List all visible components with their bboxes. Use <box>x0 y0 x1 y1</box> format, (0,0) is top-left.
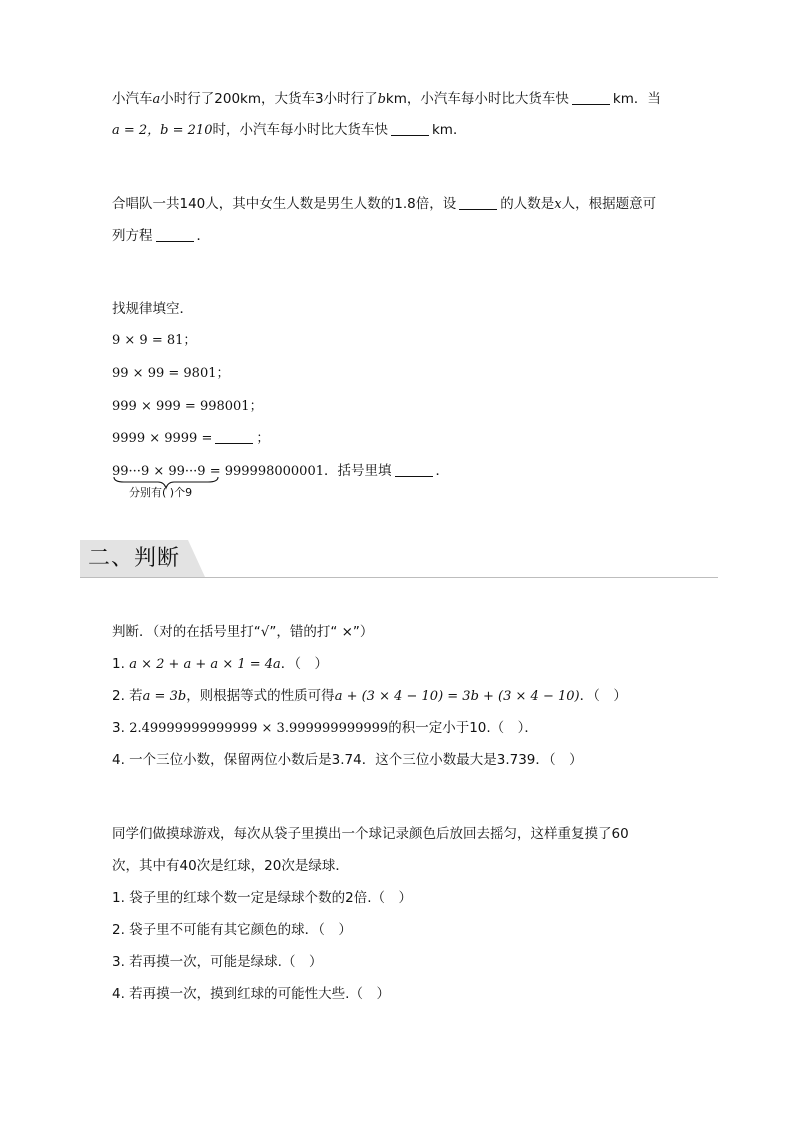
q3-row-text: 9 × 9 = 81； <box>112 333 197 348</box>
q1-text: km，小汽车每小时比大货车快 <box>385 91 569 107</box>
q4-item4 <box>112 750 583 770</box>
q3-row-math: 99···9 × 99···9 = 999998000001 <box>112 464 324 479</box>
item-number: 1. <box>112 656 125 672</box>
q1-text: km． <box>431 122 467 138</box>
answer-blank[interactable] <box>391 121 429 136</box>
q3-intro-text: 找规律填空． <box>112 301 193 317</box>
q5-item-text: 2. 袋子里不可能有其它颜色的球．（ ） <box>112 922 352 938</box>
q2-line2 <box>112 226 210 246</box>
q4-text: 的积一定小于10.（ ）． <box>388 720 538 736</box>
q2-text: ． <box>196 228 210 244</box>
section-title: 二、判断 <box>88 546 181 571</box>
q4-text: ，则根据等式的性质可得 <box>186 688 335 704</box>
q3-row2 <box>112 364 229 384</box>
q5-item2 <box>112 920 352 940</box>
answer-blank[interactable] <box>156 227 194 242</box>
q4-item3 <box>112 718 538 739</box>
q3-row4 <box>112 429 269 449</box>
q4-intro <box>112 622 373 642</box>
q5-item1 <box>112 888 412 908</box>
section-rule <box>80 577 718 578</box>
q5-item-text: 3. 若再摸一次，可能是绿球.（ ） <box>112 954 323 970</box>
q3-row-text: ； <box>256 431 270 446</box>
q3-row-text: 9999 × 9999 = <box>112 431 213 446</box>
answer-blank[interactable] <box>395 462 433 477</box>
q1-text: km．当 <box>612 91 661 107</box>
var-x: x <box>554 197 562 212</box>
q4-item2 <box>112 686 627 707</box>
q4-math: a = 3b <box>142 689 187 704</box>
q4-intro-text: 判断．（对的在括号里打“√”，错的打“ ×”） <box>112 624 374 640</box>
q5-item-text: 4. 若再摸一次，摸到红球的可能性大些.（ ） <box>112 986 390 1002</box>
q1-line1 <box>112 89 661 110</box>
q1-math: a = 2，b = 210 <box>112 123 213 138</box>
q4-math: a + (3 × 4 − 10) = 3b + (3 × 4 − 10) <box>334 689 580 704</box>
q5-item-text: 1. 袋子里的红球个数一定是绿球个数的2倍.（ ） <box>112 890 413 906</box>
q3-row1 <box>112 331 196 351</box>
q3-row-text: ． <box>435 463 449 479</box>
var-b: b <box>377 92 386 107</box>
section-header <box>80 540 718 578</box>
q1-text: 小时行了200km，大货车3小时行了 <box>160 91 378 107</box>
q4-text: ．（ ） <box>280 656 329 672</box>
q1-text: 小汽车 <box>112 91 153 107</box>
var-a: a <box>152 92 161 107</box>
brace-label: 分别有( )个9 <box>129 486 193 499</box>
q1-text: 时，小汽车每小时比大货车快 <box>212 122 388 138</box>
q5-line1 <box>112 824 629 844</box>
q2-text: 人，根据题意可 <box>561 196 657 212</box>
q3-intro <box>112 299 193 319</box>
q1-line2 <box>112 120 466 141</box>
q4-text: 2. 若 <box>112 688 143 704</box>
q2-text: 合唱队一共140人，其中女生人数是男生人数的1.8倍，设 <box>112 196 457 212</box>
q4-text: ．（ ） <box>579 688 627 704</box>
q5-text: 次，其中有40次是红球，20次是绿球． <box>112 858 349 874</box>
q5-item4 <box>112 984 390 1004</box>
item-number: 3. <box>112 720 125 736</box>
q3-row-text: 99 × 99 = 9801； <box>112 366 230 381</box>
q4-math: 2.49999999999999 × 3.999999999999 <box>129 721 389 736</box>
q3-row-text: 999 × 999 = 998001； <box>112 399 263 414</box>
q2-line1 <box>112 194 656 215</box>
q4-text: 4. 一个三位小数，保留两位小数后是3.74．这个三位小数最大是3.739．（ ） <box>112 752 583 768</box>
q2-text: 的人数是 <box>500 196 555 212</box>
q5-line2 <box>112 856 349 876</box>
q5-item3 <box>112 952 322 972</box>
answer-blank[interactable] <box>459 195 497 210</box>
q4-math: a × 2 + a + a × 1 = 4a <box>129 657 281 672</box>
answer-blank[interactable] <box>572 90 610 105</box>
answer-blank[interactable] <box>215 429 253 444</box>
q4-item1 <box>112 654 328 675</box>
q5-text: 同学们做摸球游戏，每次从袋子里摸出一个球记录颜色后放回去摇匀，这样重复摸了60 <box>112 826 629 842</box>
q3-row3 <box>112 397 263 417</box>
q3-row-text: ．括号里填 <box>324 463 392 479</box>
q2-text: 列方程 <box>112 228 153 244</box>
